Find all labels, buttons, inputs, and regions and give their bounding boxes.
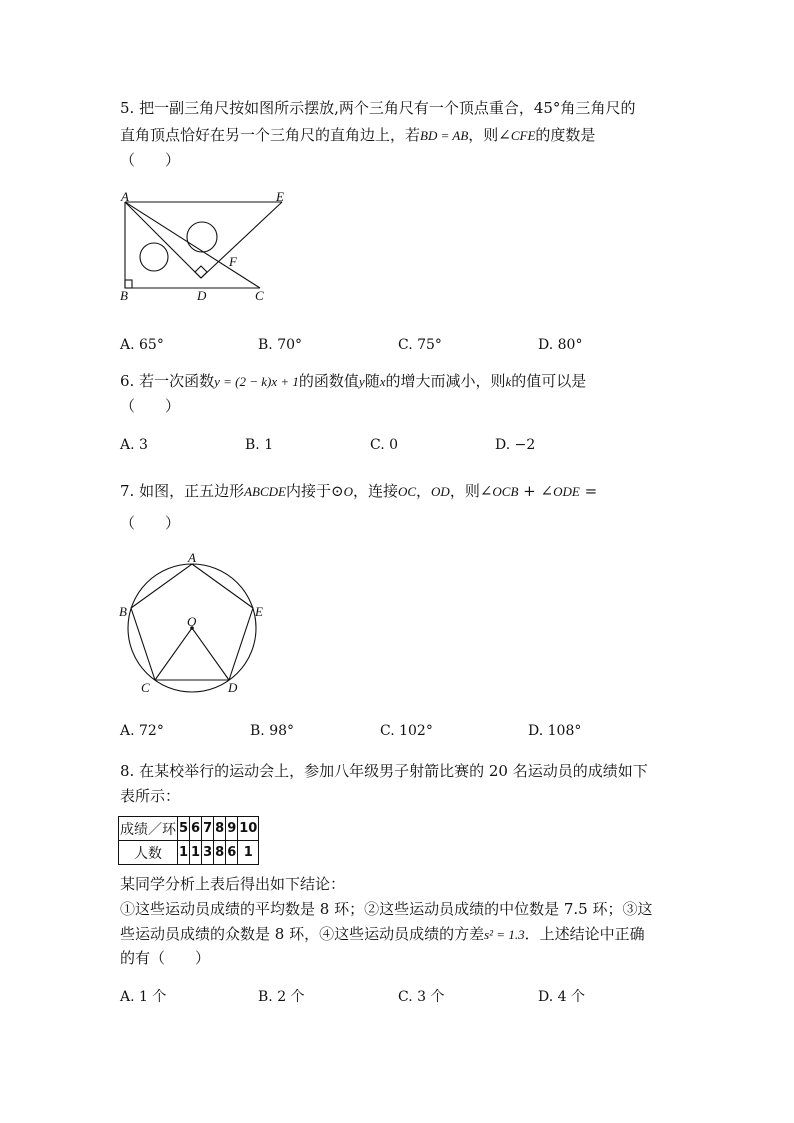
q6-option-b: B. 1 — [245, 437, 274, 453]
score-table — [118, 816, 259, 865]
table-cell: 6 — [226, 841, 238, 865]
table-cell: 6 — [190, 817, 202, 841]
q6-option-c: C. 0 — [370, 437, 399, 453]
q5-label-b: B — [120, 288, 128, 303]
q7-mid5: + ∠ — [518, 482, 554, 500]
q6-pre: 6. 若一次函数 — [120, 372, 215, 390]
table-cell: 1 — [238, 841, 259, 865]
q5-text-line2 — [120, 125, 595, 146]
q7-option-a: A. 72° — [120, 723, 164, 739]
q6-text — [120, 371, 586, 392]
table-cell: 3 — [202, 841, 214, 865]
q7-mid3: ， — [416, 482, 432, 500]
q6-option-d: D. −2 — [495, 437, 536, 453]
q5-text-line1: 5. 把一副三角尺按如图所示摆放,两个三角尺有一个顶点重合，45°角三角尺的 — [120, 99, 636, 117]
q6-math-y: y — [358, 374, 365, 389]
q5-option-d: D. 80° — [538, 337, 583, 353]
table-cell: 10 — [238, 817, 259, 841]
q8-option-d: D. 4 个 — [538, 989, 585, 1005]
q7-label-e: E — [255, 604, 263, 619]
q7-option-d: D. 108° — [528, 723, 582, 739]
q8-text-line1: 8. 在某校举行的运动会上，参加八年级男子射箭比赛的 20 名运动员的成绩如下 — [120, 762, 648, 780]
q5-figure — [115, 190, 295, 305]
q6-answer-paren: （ ） — [120, 397, 181, 415]
q5-option-a: A. 65° — [120, 337, 164, 353]
q8-math-variance: s² = 1.3 — [484, 927, 525, 942]
q7-mid2: ，连接 — [352, 482, 398, 500]
q5-option-b: B. 70° — [258, 337, 303, 353]
q5-answer-paren: （ ） — [120, 151, 181, 169]
q7-option-c: C. 102° — [380, 723, 433, 739]
q7-math-oc: OC — [397, 484, 417, 499]
q7-post: = — [579, 482, 598, 500]
table-cell: 7 — [202, 817, 214, 841]
table-row — [119, 817, 259, 841]
table-cell: 8 — [214, 841, 226, 865]
q5-label-d: D — [197, 288, 207, 303]
q7-answer-paren: （ ） — [120, 514, 181, 532]
q7-math-od: OD — [431, 484, 450, 499]
q6-mid2: 随 — [364, 372, 380, 390]
q8-text-line4: ①这些运动员成绩的平均数是 8 环；②这些运动员成绩的中位数是 7.5 环；③这 — [120, 900, 653, 918]
q5-line2-mid: ，则∠ — [468, 126, 511, 144]
q7-math-abcde: ABCDE — [244, 484, 286, 499]
q5-label-c: C — [255, 288, 264, 303]
table-cell: 9 — [226, 817, 238, 841]
q8-text-line6: 的有（ ） — [120, 949, 211, 967]
q5-label-f: F — [229, 254, 237, 269]
table-cell: 5 — [178, 817, 190, 841]
q7-pre: 7. 如图，正五边形 — [120, 482, 245, 500]
q8-option-a: A. 1 个 — [120, 989, 167, 1005]
q5-math-bd-ab: BD = AB — [420, 128, 469, 143]
q7-text — [120, 481, 597, 502]
q7-math-o: O — [343, 484, 353, 499]
q8-line5-post: ．上述结论中正确 — [524, 925, 645, 943]
table-cell: 1 — [190, 841, 202, 865]
q7-math-ocb: OCB — [492, 484, 519, 499]
q6-option-a: A. 3 — [120, 437, 148, 453]
table-cell: 1 — [178, 841, 190, 865]
q7-label-a: A — [188, 550, 196, 565]
q5-label-a: A — [121, 190, 129, 204]
q8-option-c: C. 3 个 — [398, 989, 445, 1005]
q6-math-x: x — [379, 374, 386, 389]
q7-label-b: B — [119, 604, 127, 619]
q6-post: 的值可以是 — [511, 372, 587, 390]
q7-option-b: B. 98° — [250, 723, 295, 739]
q5-label-e: E — [276, 190, 284, 204]
q7-mid4: ，则∠ — [449, 482, 493, 500]
q7-label-o: O — [187, 614, 197, 629]
q6-math-k: k — [505, 374, 512, 389]
table-header-count: 人数 — [119, 841, 178, 865]
q5-option-c: C. 75° — [398, 337, 442, 353]
q6-mid3: 的增大而减小，则 — [385, 372, 506, 390]
q8-text-line5 — [120, 924, 645, 945]
q8-text-line2: 表所示： — [120, 787, 181, 805]
table-header-score: 成绩／环 — [119, 817, 178, 841]
table-cell: 8 — [214, 817, 226, 841]
q7-mid1: 内接于⊙ — [285, 482, 344, 500]
q5-line2-post: 的度数是 — [535, 126, 596, 144]
q7-label-d: D — [228, 680, 238, 695]
q8-line5-pre: 些运动员成绩的众数是 8 环，④这些运动员成绩的方差 — [120, 925, 485, 943]
table-row — [119, 841, 259, 865]
q6-mid1: 的函数值 — [298, 372, 359, 390]
q7-figure — [115, 550, 275, 700]
q5-line2-pre: 直角顶点恰好在另一个三角尺的直角边上，若 — [120, 126, 421, 144]
q7-label-c: C — [141, 680, 150, 695]
q8-text-line3: 某同学分析上表后得出如下结论： — [120, 875, 346, 893]
q8-option-b: B. 2 个 — [258, 989, 305, 1005]
q7-math-ode: ODE — [553, 484, 580, 499]
q6-math-function: y = (2 − k)x + 1 — [214, 374, 299, 389]
q5-math-cfe: CFE — [510, 128, 536, 143]
